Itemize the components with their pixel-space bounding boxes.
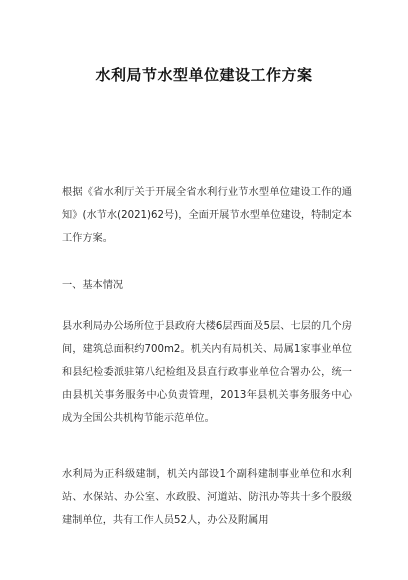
- section-heading: 一、基本情况: [62, 280, 124, 291]
- paragraph-intro: 根据《省水利厅关于开展全省水利行业节水型单位建设工作的通知》(水节水(2021)62号)，全面开展节水型单位建设，特制定本工作方案。: [62, 187, 352, 244]
- paragraph-basic-info: 县水利局办公场所位于县政府大楼6层西面及5层、七层的几个房间，建筑总面积约700m2。机关内有局机关、局属1家事业单位和县纪检委派驻第八纪检组及县直行政事业单位合署办公，统一由县机关事务服务中心负责管理，2013年县机关事务服务中心成为全国公共机构节能示范单位。: [62, 321, 352, 424]
- document-title: 水利局节水型单位建设工作方案: [95, 66, 313, 84]
- paragraph-organization: 水利局为正科级建制，机关内部设1个副科建制事业单位和水利站、水保站、办公室、水政股、河道站、防汛办等共十多个股级建制单位，共有工作人员52人，办公及附属用: [62, 469, 352, 526]
